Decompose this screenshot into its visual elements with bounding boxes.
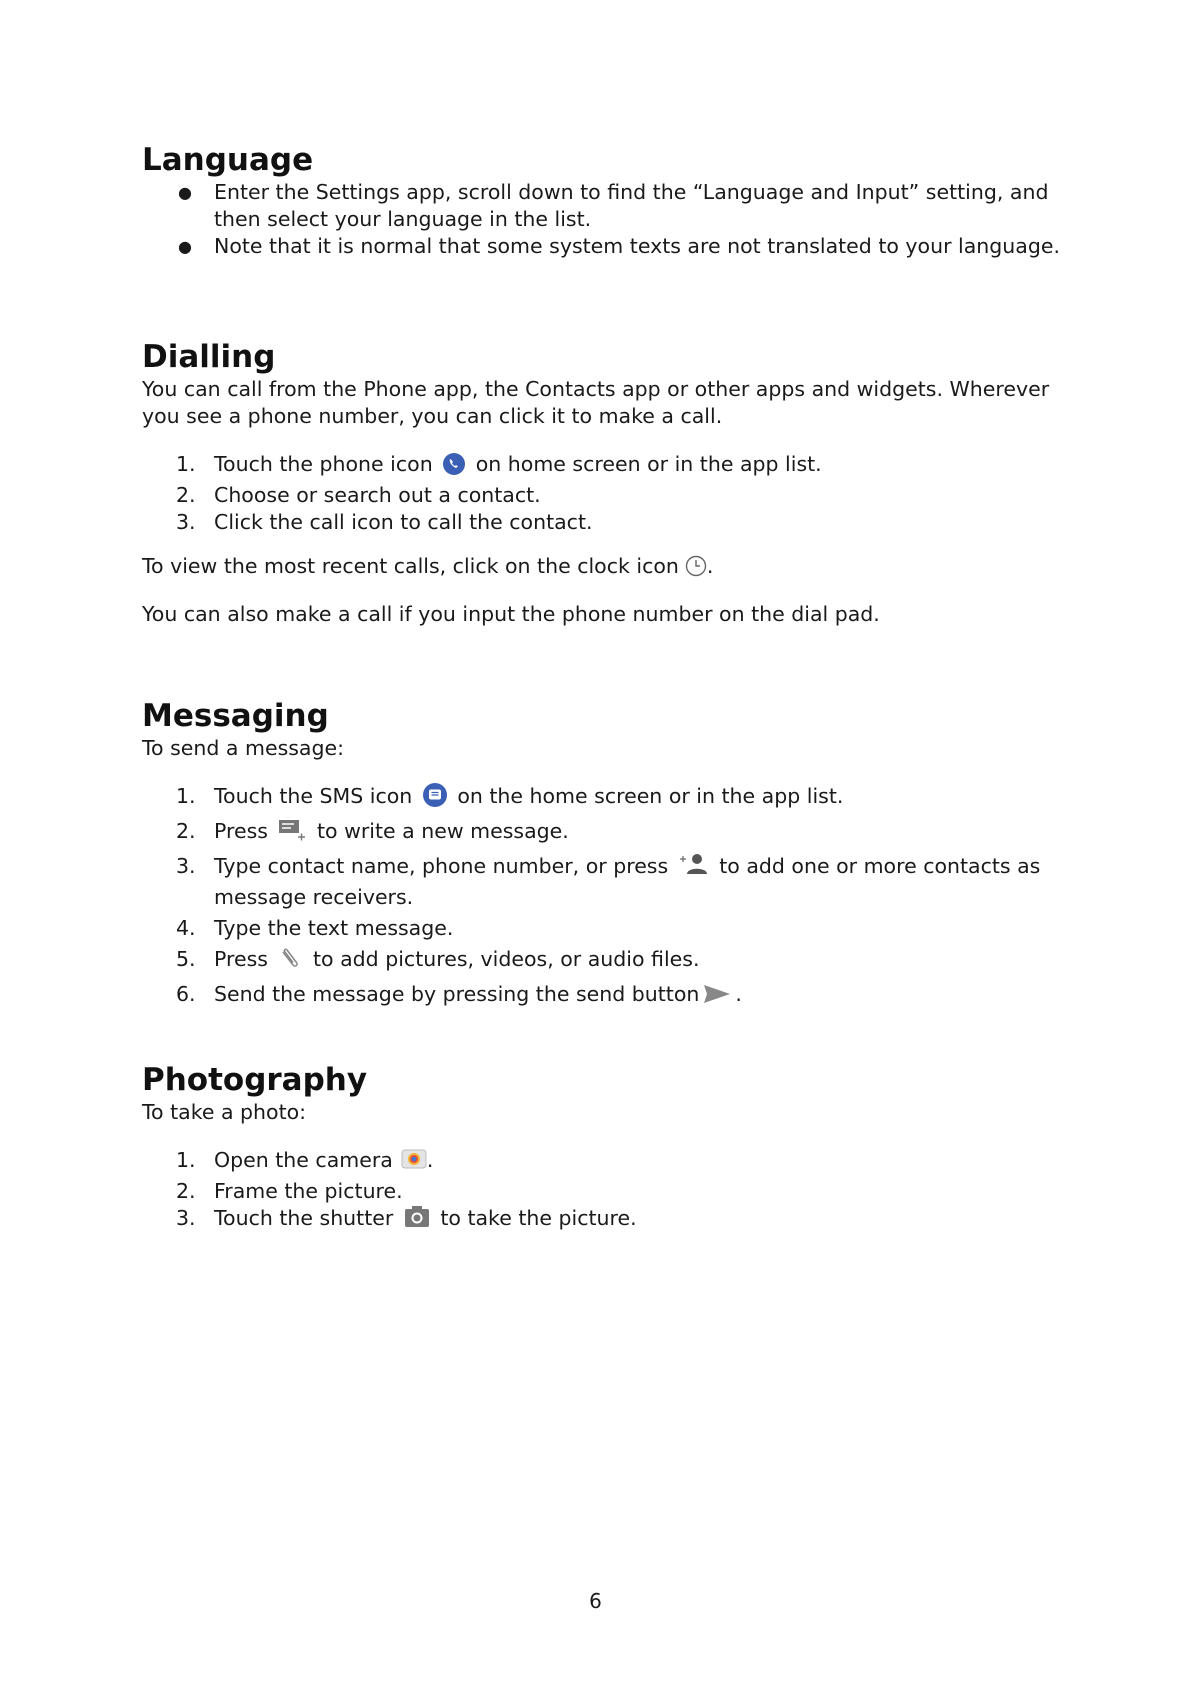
- clock-icon: [685, 555, 707, 584]
- step-text: on the home screen or in the app list.: [457, 784, 844, 808]
- dialling-steps: [142, 451, 1062, 536]
- recent-calls-text: [142, 553, 1062, 584]
- send-icon: [703, 983, 731, 1012]
- add-contact-icon: [679, 853, 709, 884]
- step-number: 3.: [176, 854, 196, 878]
- step-text: Touch the SMS icon: [214, 784, 413, 808]
- step-number: 5.: [176, 947, 196, 971]
- section-messaging: [142, 697, 1062, 1016]
- step-number: 1.: [176, 452, 196, 476]
- step-number: 2.: [176, 1179, 196, 1203]
- list-item: [142, 818, 1062, 849]
- list-item: [142, 915, 1062, 942]
- bullet-text: Note that it is normal that some system texts are not translated to your language.: [214, 234, 1060, 258]
- bullet-marker: ●: [178, 183, 192, 202]
- list-item: [142, 946, 1062, 977]
- step-number: 1.: [176, 1148, 196, 1172]
- heading-messaging: Messaging: [142, 698, 329, 734]
- step-text: Choose or search out a contact.: [214, 483, 541, 507]
- step-text: Click the call icon to call the contact.: [214, 510, 593, 534]
- photography-intro: To take a photo:: [142, 1100, 307, 1124]
- step-text: Open the camera: [214, 1148, 393, 1172]
- step-text: to write a new message.: [317, 819, 569, 843]
- dialling-intro: You can call from the Phone app, the Contacts app or other apps and widgets. Wherever you see a phone number, you can click it to make a call.: [142, 377, 1050, 428]
- list-item: [142, 1205, 637, 1236]
- bullet-marker: ●: [178, 237, 192, 256]
- list-item: [142, 783, 1062, 814]
- step-text: Send the message by pressing the send button: [214, 982, 700, 1006]
- list-item: [142, 233, 1062, 260]
- page-number: 6: [589, 1589, 602, 1613]
- phone-icon: [443, 453, 465, 482]
- new-message-icon: [278, 818, 306, 849]
- step-number: 2.: [176, 483, 196, 507]
- list-item: [142, 981, 1062, 1012]
- step-text: Touch the shutter: [214, 1206, 394, 1230]
- step-text: Press: [214, 947, 268, 971]
- heading-language: Language: [142, 142, 314, 178]
- step-number: 2.: [176, 819, 196, 843]
- step-text: Touch the phone icon: [214, 452, 433, 476]
- step-text: .: [735, 982, 742, 1006]
- step-number: 4.: [176, 916, 196, 940]
- step-text: to add one or more contacts as message receivers.: [214, 854, 1041, 909]
- step-text: to take the picture.: [440, 1206, 637, 1230]
- list-item: [142, 1147, 637, 1178]
- step-number: 6.: [176, 982, 196, 1006]
- photography-steps: [142, 1147, 637, 1236]
- dialpad-text: You can also make a call if you input the phone number on the dial pad.: [142, 602, 880, 626]
- messaging-steps: [142, 783, 1062, 1012]
- shutter-icon: [404, 1205, 430, 1236]
- messaging-intro: To send a message:: [142, 736, 345, 760]
- recent-calls-label: To view the most recent calls, click on the clock icon: [142, 554, 679, 578]
- step-number: 3.: [176, 1206, 196, 1230]
- paperclip-icon: [278, 946, 302, 977]
- step-text: Type contact name, phone number, or press: [214, 854, 669, 878]
- step-text: Press: [214, 819, 268, 843]
- camera-app-icon: [401, 1147, 427, 1178]
- language-bullet-list: [142, 179, 1062, 260]
- recent-calls-period: .: [706, 554, 714, 578]
- heading-dialling: Dialling: [142, 339, 276, 375]
- list-item: [142, 509, 1062, 536]
- list-item: [142, 451, 1062, 482]
- bullet-text: Enter the Settings app, scroll down to find the “Language and Input” setting, and then select your language in the list.: [214, 180, 1049, 231]
- step-number: 1.: [176, 784, 196, 808]
- list-item: [142, 482, 1062, 509]
- step-number: 3.: [176, 510, 196, 534]
- heading-photography: Photography: [142, 1062, 368, 1098]
- step-text: Frame the picture.: [214, 1179, 403, 1203]
- section-dialling: [142, 338, 1062, 628]
- step-text: to add pictures, videos, or audio files.: [313, 947, 700, 971]
- sms-icon: [423, 783, 447, 814]
- list-item: [142, 853, 1062, 911]
- section-language: [142, 141, 1062, 260]
- step-text: .: [426, 1148, 434, 1172]
- section-photography: [142, 1061, 637, 1236]
- step-text: on home screen or in the app list.: [475, 452, 822, 476]
- step-text: Type the text message.: [214, 916, 454, 940]
- list-item: [142, 179, 1062, 233]
- list-item: [142, 1178, 637, 1205]
